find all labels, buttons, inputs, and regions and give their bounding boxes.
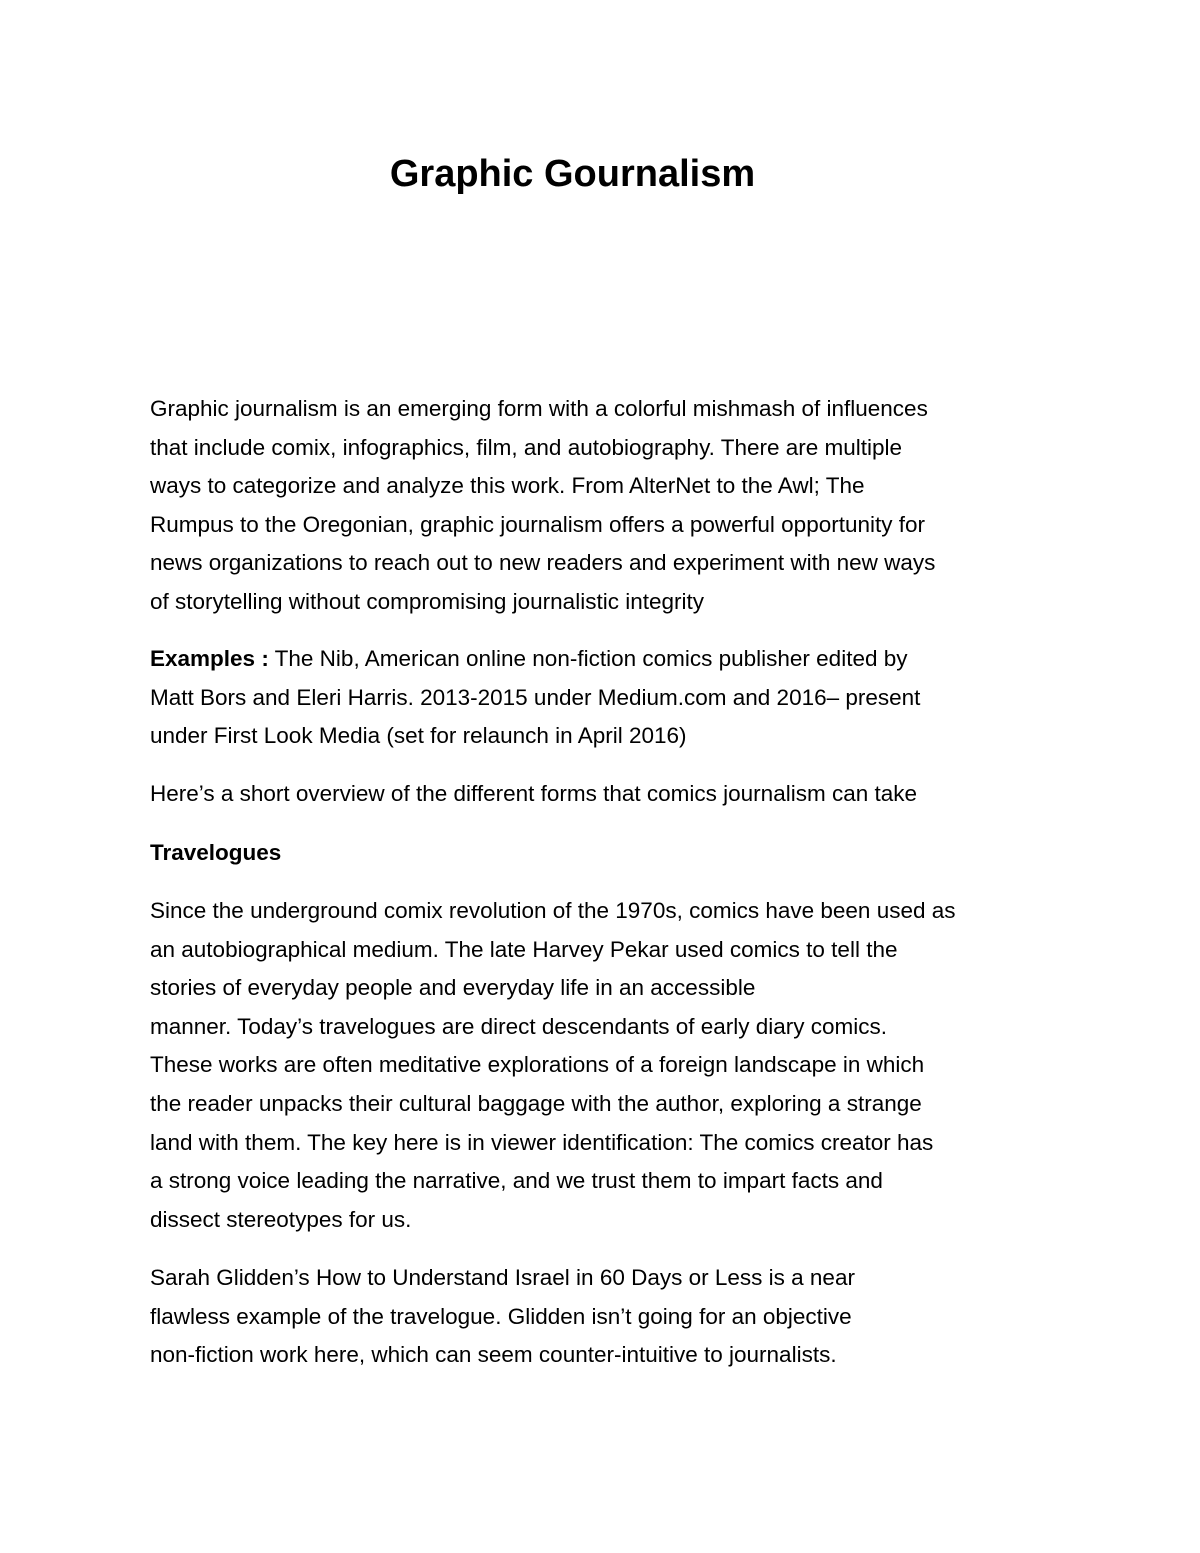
overview-paragraph <box>150 775 1060 814</box>
travelogues-line: the reader unpacks their cultural baggage with the author, exploring a strange <box>150 1090 922 1116</box>
travelogues-line: land with them. The key here is in viewer identification: The comics creator has <box>150 1129 934 1155</box>
glidden-paragraph <box>150 1259 1060 1375</box>
intro-line: ways to categorize and analyze this work. From AlterNet to the Awl; The <box>150 473 865 499</box>
overview-line: Here’s a short overview of the different forms that comics journalism can take <box>150 781 917 806</box>
examples-label: Examples : <box>150 646 269 671</box>
examples-line <box>150 640 1060 679</box>
document-title: Graphic Gournalism <box>389 153 756 195</box>
travelogues-heading-text: Travelogues <box>150 840 282 865</box>
travelogues-line: stories of everyday people and everyday life in an accessible <box>150 975 756 1001</box>
intro-line: news organizations to reach out to new readers and experiment with new ways <box>150 550 936 576</box>
glidden-line: flawless example of the travelogue. Glidden isn’t going for an objective <box>150 1303 852 1329</box>
travelogues-line: a strong voice leading the narrative, and we trust them to impart facts and <box>150 1168 883 1194</box>
intro-line: Graphic journalism is an emerging form with a colorful mishmash of influences <box>150 396 928 421</box>
travelogues-line: manner. Today’s travelogues are direct descendants of early diary comics. <box>150 1013 888 1039</box>
intro-line: that include comix, infographics, film, and autobiography. There are multiple <box>150 434 903 460</box>
examples-paragraph <box>150 640 1060 756</box>
travelogues-paragraph <box>150 892 1060 1239</box>
intro-line: of storytelling without compromising journalistic integrity <box>150 588 704 614</box>
examples-line: under First Look Media (set for relaunch in April 2016) <box>150 723 687 749</box>
examples-line: Matt Bors and Eleri Harris. 2013-2015 under Medium.com and 2016– present <box>150 684 921 710</box>
travelogues-line: Since the underground comix revolution of the 1970s, comics have been used as <box>150 898 956 923</box>
intro-paragraph <box>150 390 1060 622</box>
travelogues-line: an autobiographical medium. The late Harvey Pekar used comics to tell the <box>150 936 898 962</box>
intro-line: Rumpus to the Oregonian, graphic journalism offers a powerful opportunity for <box>150 511 925 537</box>
travelogues-heading <box>150 834 1060 873</box>
travelogues-line: dissect stereotypes for us. <box>150 1206 412 1232</box>
travelogues-line: These works are often meditative explorations of a foreign landscape in which <box>150 1052 925 1078</box>
examples-text: The Nib, American online non-fiction comics publisher edited by <box>268 646 908 671</box>
glidden-line: Sarah Glidden’s How to Understand Israel in 60 Days or Less is a near <box>150 1265 855 1290</box>
glidden-line: non-fiction work here, which can seem counter-intuitive to journalists. <box>150 1342 837 1368</box>
